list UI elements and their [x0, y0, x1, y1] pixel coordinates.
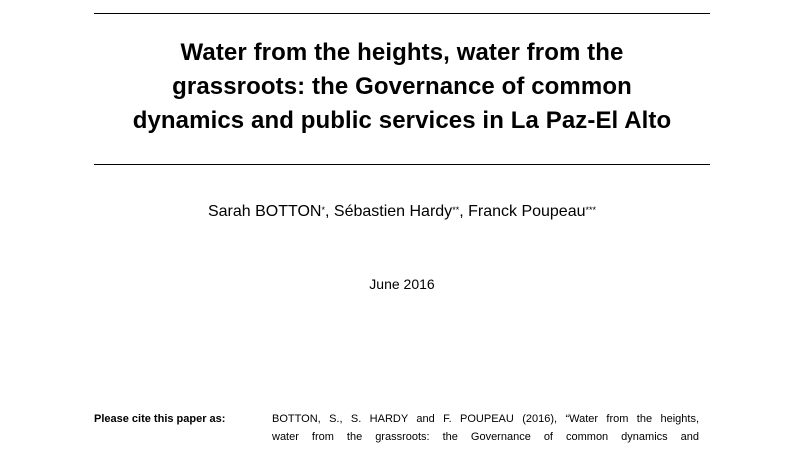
publication-date: June 2016: [369, 276, 435, 292]
author-footnote-mark: **: [452, 205, 460, 215]
citation-line: water from the grassroots: the Governance of common dynamics and: [272, 431, 699, 443]
author-name: Sébastien Hardy: [333, 203, 453, 220]
author-footnote-mark: ***: [585, 205, 597, 215]
author-list: [94, 200, 710, 224]
author-separator: ,: [459, 203, 469, 220]
title-line: dynamics and public services in La Paz-El Alto: [132, 107, 672, 134]
title-line: grassroots: the Governance of common: [172, 73, 632, 100]
title-line: Water from the heights, water from the: [180, 39, 624, 66]
top-rule: [94, 13, 710, 14]
citation-text: [272, 410, 699, 446]
author-footnote-mark: *: [321, 205, 325, 215]
author-separator: ,: [325, 203, 334, 220]
author-name: Franck Poupeau: [468, 203, 586, 220]
author-name: Sarah BOTTON: [207, 203, 322, 220]
bottom-rule: [94, 164, 710, 165]
paper-title: [94, 36, 710, 138]
citation-line: BOTTON, S., S. HARDY and F. POUPEAU (2016), “Water from the heights,: [272, 413, 699, 425]
citation-label: Please cite this paper as:: [94, 413, 226, 425]
